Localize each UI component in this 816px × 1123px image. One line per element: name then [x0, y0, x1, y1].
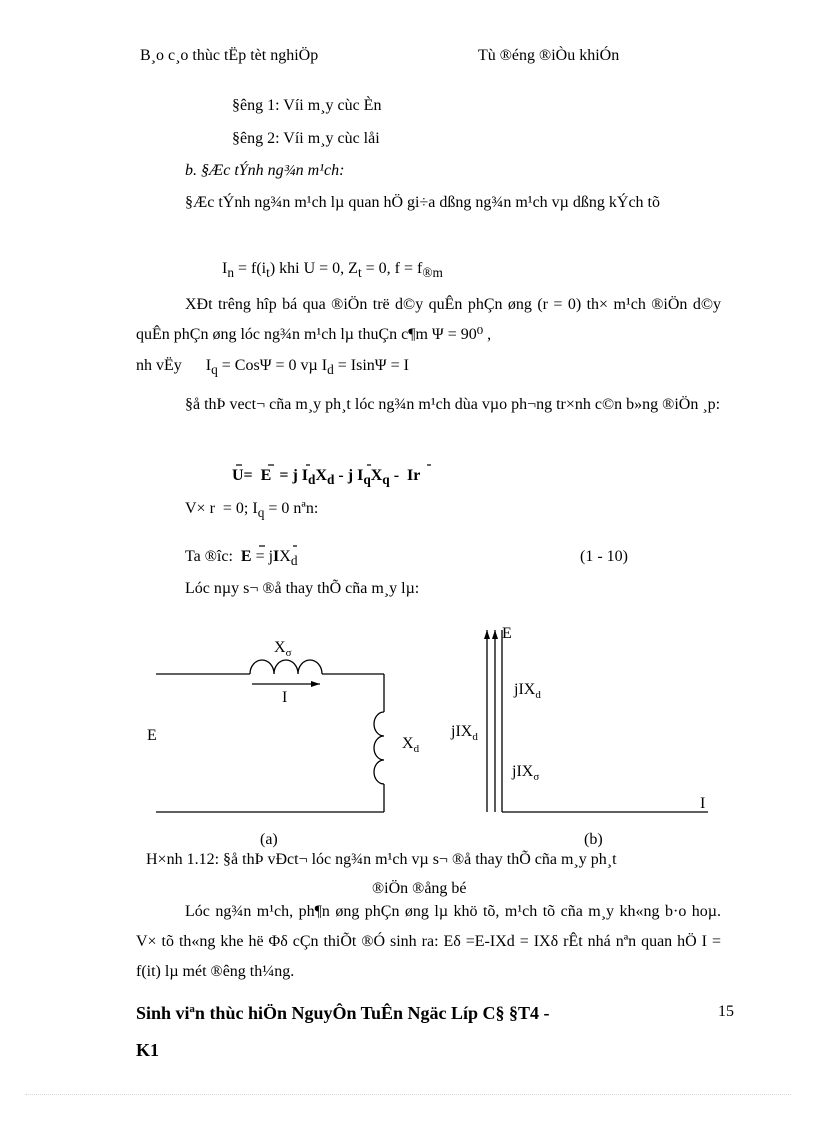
paragraph-1-text: §Æc tÝnh ng¾n m¹ch lµ quan hÖ gi÷a dßng ng¾n m¹ch vµ dßng kÝch tõ — [185, 194, 660, 211]
condition-line: V× r = 0; $I_q = 0$ nªn: — [185, 500, 319, 521]
paragraph-4-text: Lóc ng¾n m¹ch, ph¶n øng phÇn øng lµ khö tõ, m¹ch tõ cña m¸y kh«ng b·o hoµ. V× tõ th«ng khe hë Φδ cÇn thiÕt ®Ó sinh ra: Eδ =E-IXd = IXδ rÊt nhá nªn quan hÖ I = f(it) lµ mét ®êng th¼ng. — [136, 903, 721, 980]
paragraph-3 — [136, 390, 721, 420]
footer-k1: K1 — [136, 1040, 160, 1060]
figure-caption-1: H×nh 1.12: §å thÞ vÐct¬ lóc ng¾n m¹ch vµ s¬ ®å thay thÕ cña m¸y ph¸t — [146, 851, 617, 868]
header-left: B¸o c¸o thùc tËp tèt nghiÖp — [140, 47, 319, 64]
equation-overbars — [230, 460, 460, 472]
label-xd: $X_d$ — [402, 735, 420, 755]
vector-e-head — [484, 630, 490, 639]
label-x-sigma: $X_\sigma$ — [274, 639, 292, 659]
equation-number: (1 - 10) — [580, 548, 628, 565]
paragraph-2 — [136, 290, 721, 350]
line-dong-1: §êng 1: Víi m¸y cùc Èn — [232, 97, 382, 114]
figure-diagram — [140, 618, 720, 848]
paragraph-4 — [136, 897, 721, 987]
section-subtitle: b. §Æc tÝnh ng¾n m¹ch: — [185, 162, 345, 179]
figure-intro: Lóc nµy s¬ ®å thay thÕ cña m¸y lµ: — [185, 580, 420, 597]
line-dong-2: §êng 2: Víi m¸y cùc låi — [232, 130, 380, 147]
equation-result — [185, 548, 298, 569]
label-vec-jixd-left: jIX$_d$ — [451, 723, 478, 743]
paragraph-2-line-3: nh vËy $I_q = Cos\Psi = 0$ vµ $I_d = Isin\Psi = I$ — [136, 357, 409, 378]
formula-in-it-text: $I_n = f(i_t)$ khi U = 0, $Z_t = 0$, $f = f_{®m}$ — [222, 260, 443, 281]
page-number: 15 — [718, 1003, 734, 1020]
label-vec-jixd-top: jIX$_d$ — [514, 681, 541, 701]
figure-caption-2: ®iÖn ®ång bé — [372, 880, 467, 897]
label-vec-i: I — [700, 795, 706, 812]
label-vec-jixsigma: jIX$_\sigma$ — [512, 763, 540, 783]
label-current-i: I — [282, 689, 288, 706]
inductor-x-sigma — [250, 660, 322, 674]
equation-voltage: U= E = j $I_dX_d$ - j $I_qX_q$ - Ir — [232, 467, 421, 488]
header-right: Tù ®éng ®iÒu khiÓn — [478, 47, 620, 64]
current-arrow-head — [311, 681, 320, 687]
label-b: (b) — [584, 831, 603, 848]
vector-jixd-head — [492, 630, 498, 639]
equation-result-text: Ta ®îc: E = jIX$_d$ — [185, 548, 298, 569]
inductor-xd — [374, 712, 384, 784]
label-source-e: E — [147, 727, 157, 744]
label-a: (a) — [260, 831, 278, 848]
paragraph-2-text: XÐt trêng hîp bá qua ®iÖn trë d©y quÊn phÇn øng (r = 0) th× m¹ch ®iÖn d©y quÊn phÇn øng lóc ng¾n m¹ch lµ thuÇn c¶m Ψ = 90⁰ , — [136, 296, 721, 343]
paragraph-3-text: §å thÞ vect¬ cña m¸y ph¸t lóc ng¾n m¹ch dùa vµo ph¬ng tr×nh c©n b»ng ®iÖn ¸p: — [185, 396, 721, 413]
page-bottom-border — [25, 1094, 791, 1095]
footer-author: Sinh viªn thùc hiÖn NguyÔn TuÊn Ngäc Líp C§ §T4 - — [136, 1003, 550, 1023]
equation-result-overbars — [258, 541, 318, 551]
label-vec-e: E — [502, 625, 512, 642]
paragraph-1 — [136, 188, 721, 218]
formula-in-it — [222, 260, 443, 281]
